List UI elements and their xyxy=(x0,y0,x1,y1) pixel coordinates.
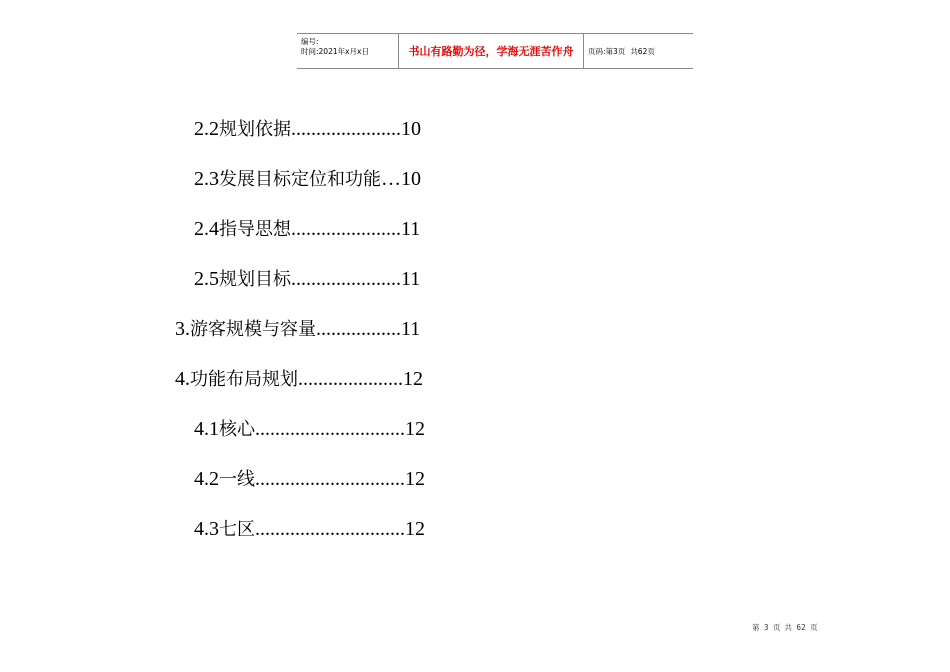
toc-entry[interactable] xyxy=(194,467,425,492)
serial-label: 编号: xyxy=(301,37,319,46)
toc-page: 11 xyxy=(401,218,421,240)
toc-page: 12 xyxy=(405,418,425,440)
toc-page: 10 xyxy=(401,118,421,140)
header-meta xyxy=(297,34,399,68)
toc-number: 2.2 xyxy=(194,118,219,140)
header-page-info xyxy=(584,34,693,68)
header-page-label: 页码:第3页 xyxy=(588,46,626,56)
toc-title: 规划目标 xyxy=(219,269,291,290)
toc-leader: ................. xyxy=(316,318,401,340)
toc-entry[interactable] xyxy=(175,317,420,342)
toc-entry[interactable] xyxy=(194,417,425,442)
toc-page: 12 xyxy=(403,368,423,390)
toc-number: 2.5 xyxy=(194,268,219,290)
toc-leader: ...................... xyxy=(291,118,401,140)
toc-entry[interactable] xyxy=(194,267,420,292)
toc-title: 指导思想 xyxy=(219,219,291,240)
toc-title: 发展目标定位和功能 xyxy=(219,169,381,190)
toc-leader: .............................. xyxy=(255,418,405,440)
toc-title: 一线 xyxy=(219,469,255,490)
page-footer xyxy=(752,622,818,633)
toc-leader: ...................... xyxy=(291,218,401,240)
toc-title: 游客规模与容量 xyxy=(190,319,316,340)
toc-leader: ...................... xyxy=(291,268,401,290)
toc-number: 4.2 xyxy=(194,468,219,490)
toc-number: 3. xyxy=(175,318,190,340)
toc-page: 10 xyxy=(401,168,421,190)
footer-page: 第 3 页 xyxy=(752,623,781,632)
toc-title: 功能布局规划 xyxy=(190,369,298,390)
toc-entry[interactable] xyxy=(194,167,421,192)
toc-leader: ..................... xyxy=(298,368,403,390)
toc-title: 规划依据 xyxy=(219,119,291,140)
toc-page: 11 xyxy=(401,268,421,290)
page-header xyxy=(297,33,693,69)
footer-total: 共 62 页 xyxy=(784,623,818,632)
toc-number: 2.3 xyxy=(194,168,219,190)
toc-entry[interactable] xyxy=(175,367,423,392)
toc-entry[interactable] xyxy=(194,217,420,242)
toc-title: 七区 xyxy=(219,519,255,540)
toc-leader: … xyxy=(381,168,401,190)
toc-number: 4.3 xyxy=(194,518,219,540)
header-total-label: 共62页 xyxy=(630,46,655,56)
header-motto: 书山有路勤为径，学海无涯苦作舟 xyxy=(399,34,584,68)
toc-leader: .............................. xyxy=(255,518,405,540)
toc-number: 4.1 xyxy=(194,418,219,440)
toc-leader: .............................. xyxy=(255,468,405,490)
toc-number: 4. xyxy=(175,368,190,390)
toc-entry[interactable] xyxy=(194,517,425,542)
toc-entry[interactable] xyxy=(194,117,421,142)
toc-page: 12 xyxy=(405,518,425,540)
time-label: 时间:2021年x月x日 xyxy=(301,47,369,56)
toc-page: 12 xyxy=(405,468,425,490)
toc-page: 11 xyxy=(401,318,421,340)
toc-title: 核心 xyxy=(219,419,255,440)
toc-number: 2.4 xyxy=(194,218,219,240)
